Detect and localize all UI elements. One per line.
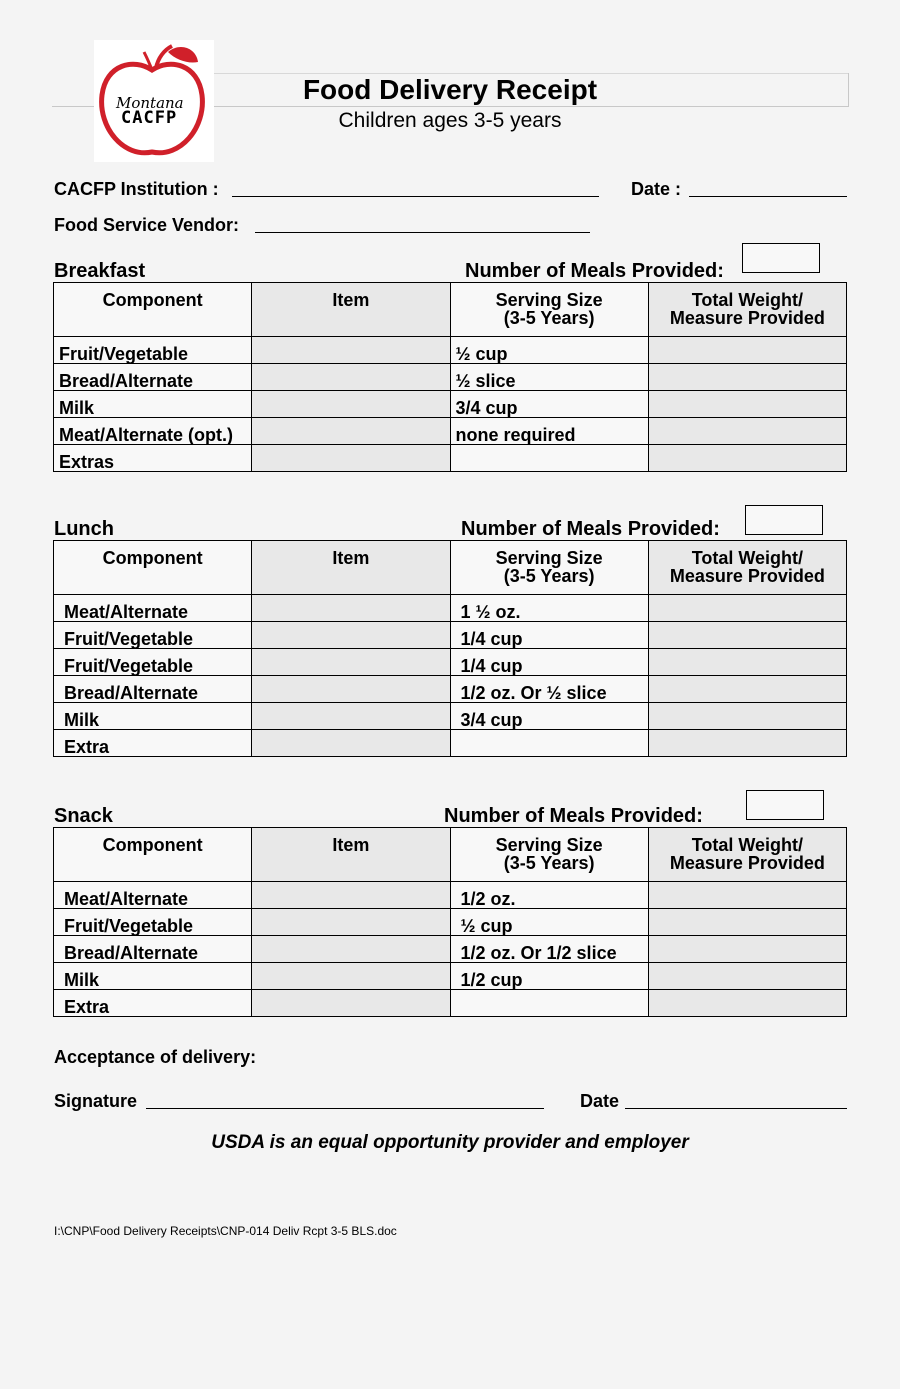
- total-cell[interactable]: [648, 649, 846, 676]
- component-cell: Milk: [54, 703, 252, 730]
- item-cell[interactable]: [252, 936, 450, 963]
- serving-cell: 1/4 cup: [450, 649, 648, 676]
- serving-cell: 1/2 oz. Or ½ slice: [450, 676, 648, 703]
- header-item: [252, 541, 450, 595]
- header-serving-line2: (3-5 Years): [503, 308, 595, 328]
- total-cell[interactable]: [648, 595, 846, 622]
- breakfast-table: [53, 282, 847, 472]
- date-field[interactable]: [689, 196, 847, 197]
- total-cell[interactable]: [648, 990, 846, 1017]
- header-item-label: Item: [332, 290, 370, 310]
- lunch-meals-label: Number of Meals Provided:: [461, 518, 720, 540]
- table-row: [54, 418, 847, 445]
- total-cell[interactable]: [648, 418, 846, 445]
- serving-cell: 1/2 oz.: [450, 882, 648, 909]
- item-cell[interactable]: [252, 445, 450, 472]
- item-cell[interactable]: [252, 882, 450, 909]
- table-header-row: [54, 541, 847, 595]
- component-cell: Extra: [54, 990, 252, 1017]
- component-cell: Meat/Alternate: [54, 882, 252, 909]
- total-cell[interactable]: [648, 882, 846, 909]
- header-serving-line2: (3-5 Years): [503, 566, 595, 586]
- signature-label: Signature: [54, 1091, 138, 1111]
- component-cell: Bread/Alternate: [54, 936, 252, 963]
- item-cell[interactable]: [252, 703, 450, 730]
- header-item: [252, 283, 450, 337]
- table-row: [54, 649, 847, 676]
- breakfast-meals-label: Number of Meals Provided:: [465, 260, 724, 282]
- signature-date-field[interactable]: [625, 1108, 847, 1109]
- table-header-row: [54, 828, 847, 882]
- header-component-label: Component: [102, 548, 203, 568]
- snack-meals-input[interactable]: [746, 790, 824, 820]
- component-cell: Milk: [54, 963, 252, 990]
- breakfast-title: Breakfast: [54, 260, 146, 282]
- component-cell: Extras: [54, 445, 252, 472]
- serving-cell: ½ cup: [450, 337, 648, 364]
- header-serving: [450, 541, 648, 595]
- lunch-meals-input[interactable]: [745, 505, 823, 535]
- header-total: [648, 828, 846, 882]
- component-cell: Milk: [54, 391, 252, 418]
- header-component-label: Component: [102, 835, 203, 855]
- serving-cell: 1/2 cup: [450, 963, 648, 990]
- snack-title: Snack: [54, 805, 113, 827]
- component-cell: Fruit/Vegetable: [54, 649, 252, 676]
- table-header-row: [54, 283, 847, 337]
- component-cell: Meat/Alternate (opt.): [54, 418, 252, 445]
- header-item-label: Item: [332, 835, 370, 855]
- total-cell[interactable]: [648, 703, 846, 730]
- vendor-field[interactable]: [255, 232, 590, 233]
- acceptance-label: Acceptance of delivery:: [54, 1047, 257, 1067]
- table-row: [54, 730, 847, 757]
- component-cell: Extra: [54, 730, 252, 757]
- breakfast-meals-input[interactable]: [742, 243, 820, 273]
- serving-cell: 1/4 cup: [450, 622, 648, 649]
- total-cell[interactable]: [648, 337, 846, 364]
- document-path: I:\CNP\Food Delivery Receipts\CNP-014 Deliv Rcpt 3-5 BLS.doc: [54, 1224, 397, 1238]
- component-cell: Fruit/Vegetable: [54, 909, 252, 936]
- serving-cell: none required: [450, 418, 648, 445]
- page-title: Food Delivery Receipt: [302, 74, 598, 105]
- logo-text-montana: Montana: [116, 94, 184, 112]
- item-cell[interactable]: [252, 364, 450, 391]
- item-cell[interactable]: [252, 990, 450, 1017]
- logo-text-cacfp: CACFP: [121, 108, 178, 128]
- lunch-title: Lunch: [54, 518, 114, 540]
- header-component: [54, 283, 252, 337]
- table-row: [54, 595, 847, 622]
- header-total-line1: Total Weight/: [691, 548, 804, 568]
- component-cell: Bread/Alternate: [54, 676, 252, 703]
- header-total-line1: Total Weight/: [691, 835, 804, 855]
- table-row: [54, 445, 847, 472]
- table-row: [54, 337, 847, 364]
- table-row: [54, 882, 847, 909]
- item-cell[interactable]: [252, 649, 450, 676]
- page-subtitle: Children ages 3-5 years: [338, 109, 562, 132]
- header-item-label: Item: [332, 548, 370, 568]
- table-row: [54, 622, 847, 649]
- header-total-line2: Measure Provided: [669, 308, 825, 328]
- serving-cell: [450, 990, 648, 1017]
- item-cell[interactable]: [252, 418, 450, 445]
- item-cell[interactable]: [252, 730, 450, 757]
- total-cell[interactable]: [648, 963, 846, 990]
- signature-field[interactable]: [146, 1108, 544, 1109]
- serving-cell: [450, 445, 648, 472]
- table-row: [54, 990, 847, 1017]
- signature-date-label: Date: [580, 1091, 620, 1111]
- header-total-line2: Measure Provided: [669, 853, 825, 873]
- total-cell[interactable]: [648, 391, 846, 418]
- header-serving: [450, 283, 648, 337]
- institution-field[interactable]: [232, 196, 599, 197]
- header-item: [252, 828, 450, 882]
- header-serving-line1: Serving Size: [495, 290, 603, 310]
- date-label: Date :: [631, 179, 682, 199]
- serving-cell: 1 ½ oz.: [450, 595, 648, 622]
- component-cell: Fruit/Vegetable: [54, 337, 252, 364]
- item-cell[interactable]: [252, 909, 450, 936]
- item-cell[interactable]: [252, 391, 450, 418]
- serving-cell: 3/4 cup: [450, 391, 648, 418]
- item-cell[interactable]: [252, 622, 450, 649]
- snack-table: [53, 827, 847, 1017]
- serving-cell: [450, 730, 648, 757]
- component-cell: Meat/Alternate: [54, 595, 252, 622]
- header-component: [54, 541, 252, 595]
- total-cell[interactable]: [648, 936, 846, 963]
- item-cell[interactable]: [252, 676, 450, 703]
- table-row: [54, 909, 847, 936]
- table-row: [54, 391, 847, 418]
- header-serving: [450, 828, 648, 882]
- serving-cell: 1/2 oz. Or 1/2 slice: [450, 936, 648, 963]
- table-row: [54, 936, 847, 963]
- header-serving-line2: (3-5 Years): [503, 853, 595, 873]
- total-cell[interactable]: [648, 730, 846, 757]
- header-serving-line1: Serving Size: [495, 835, 603, 855]
- table-row: [54, 963, 847, 990]
- serving-cell: ½ slice: [450, 364, 648, 391]
- serving-cell: ½ cup: [450, 909, 648, 936]
- header-total: [648, 283, 846, 337]
- table-row: [54, 364, 847, 391]
- component-cell: Bread/Alternate: [54, 364, 252, 391]
- header-serving-line1: Serving Size: [495, 548, 603, 568]
- item-cell[interactable]: [252, 595, 450, 622]
- table-row: [54, 676, 847, 703]
- item-cell[interactable]: [252, 337, 450, 364]
- total-cell[interactable]: [648, 445, 846, 472]
- snack-meals-label: Number of Meals Provided:: [444, 805, 703, 827]
- total-cell[interactable]: [648, 364, 846, 391]
- item-cell[interactable]: [252, 963, 450, 990]
- equal-opportunity-note: USDA is an equal opportunity provider and employer: [211, 1132, 689, 1153]
- header-total-line2: Measure Provided: [669, 566, 825, 586]
- header-component: [54, 828, 252, 882]
- table-row: [54, 703, 847, 730]
- total-cell[interactable]: [648, 676, 846, 703]
- institution-label: CACFP Institution :: [54, 179, 219, 199]
- header-total-line1: Total Weight/: [691, 290, 804, 310]
- lunch-table: [53, 540, 847, 757]
- total-cell[interactable]: [648, 622, 846, 649]
- header-total: [648, 541, 846, 595]
- component-cell: Fruit/Vegetable: [54, 622, 252, 649]
- vendor-label: Food Service Vendor:: [54, 215, 240, 235]
- total-cell[interactable]: [648, 909, 846, 936]
- serving-cell: 3/4 cup: [450, 703, 648, 730]
- header-component-label: Component: [102, 290, 203, 310]
